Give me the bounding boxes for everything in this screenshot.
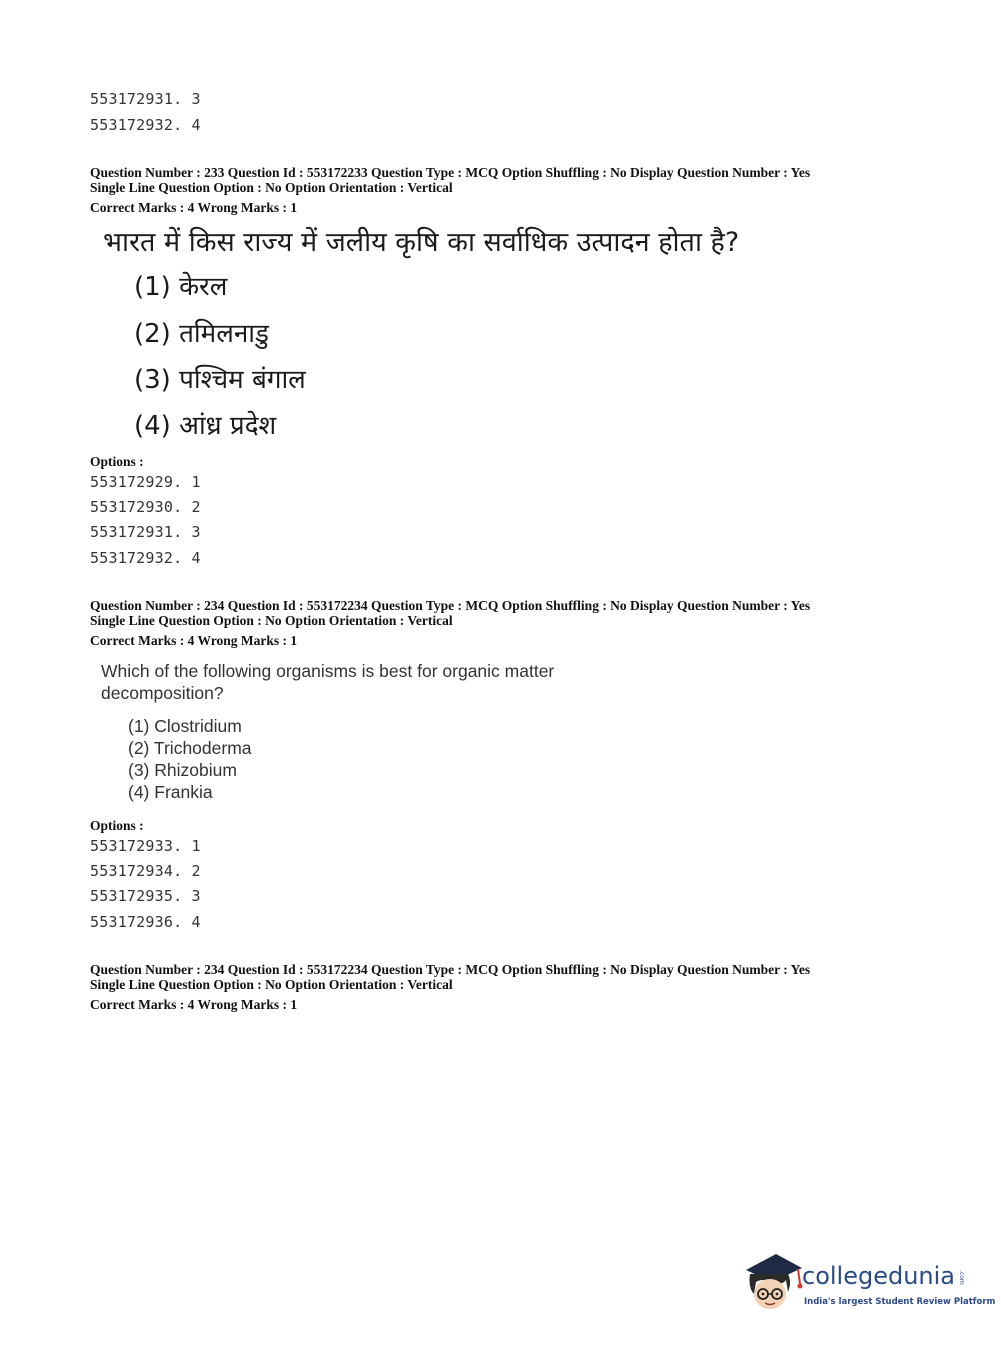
q233-option-4: 553172932. 4	[90, 549, 201, 567]
q234-option-4: 553172936. 4	[90, 913, 201, 931]
q234-meta-line1: Question Number : 234 Question Id : 553172234 Question Type : MCQ Option Shuffling : No Display Question Number : Yes	[90, 598, 811, 613]
q233-option-2: 553172930. 2	[90, 498, 201, 516]
q234-options-label: Options :	[90, 818, 144, 833]
q234-repeat-meta-line1: Question Number : 234 Question Id : 553172234 Question Type : MCQ Option Shuffling : No Display Question Number : Yes	[90, 962, 811, 977]
q233-meta	[90, 165, 810, 215]
q234-choice-1: (1) Clostridium	[128, 716, 242, 736]
collegedunia-logo	[742, 1248, 996, 1318]
q234-option-2: 553172934. 2	[90, 862, 201, 880]
q233-choice-3: (3) पश्चिम बंगाल	[134, 365, 306, 395]
q234-meta	[90, 598, 810, 648]
prev-option-3: 553172931. 3	[90, 90, 201, 108]
q234-repeat-meta	[90, 962, 810, 1012]
q234-meta-line2: Single Line Question Option : No Option Orientation : Vertical	[90, 613, 453, 628]
q234-option-1: 553172933. 1	[90, 837, 201, 855]
q233-choice-2: (2) तमिलनाडु	[134, 319, 269, 349]
logo-wordmark: collegedunia	[802, 1262, 956, 1290]
logo-tagline: India's largest Student Review Platform	[804, 1297, 996, 1307]
q234-repeat-marks: Correct Marks : 4 Wrong Marks : 1	[90, 997, 298, 1012]
logo-dotcom: .com	[958, 1270, 965, 1285]
q234-marks: Correct Marks : 4 Wrong Marks : 1	[90, 633, 298, 648]
q234-question-text: Which of the following organisms is best for organic matter decomposition?	[101, 661, 555, 703]
q233-options-label: Options :	[90, 454, 144, 469]
q233-question-text: भारत में किस राज्य में जलीय कृषि का सर्वाधिक उत्पादन होता है?	[103, 227, 740, 258]
q233-option-1: 553172929. 1	[90, 473, 201, 491]
q234-choice-3: (3) Rhizobium	[128, 760, 237, 780]
q234-repeat-meta-line2: Single Line Question Option : No Option Orientation : Vertical	[90, 977, 453, 992]
q233-marks: Correct Marks : 4 Wrong Marks : 1	[90, 200, 298, 215]
q233-choice-1: (1) केरल	[134, 272, 228, 302]
mascot-icon	[742, 1248, 804, 1312]
q234-choice-2: (2) Trichoderma	[128, 738, 252, 758]
q233-meta-line1: Question Number : 233 Question Id : 553172233 Question Type : MCQ Option Shuffling : No Display Question Number : Yes	[90, 165, 811, 180]
prev-option-4: 553172932. 4	[90, 116, 201, 134]
q233-meta-line2: Single Line Question Option : No Option Orientation : Vertical	[90, 180, 453, 195]
q233-option-3: 553172931. 3	[90, 523, 201, 541]
q234-option-3: 553172935. 3	[90, 887, 201, 905]
q233-choice-4: (4) आंध्र प्रदेश	[134, 411, 277, 441]
q234-choice-4: (4) Frankia	[128, 782, 213, 802]
